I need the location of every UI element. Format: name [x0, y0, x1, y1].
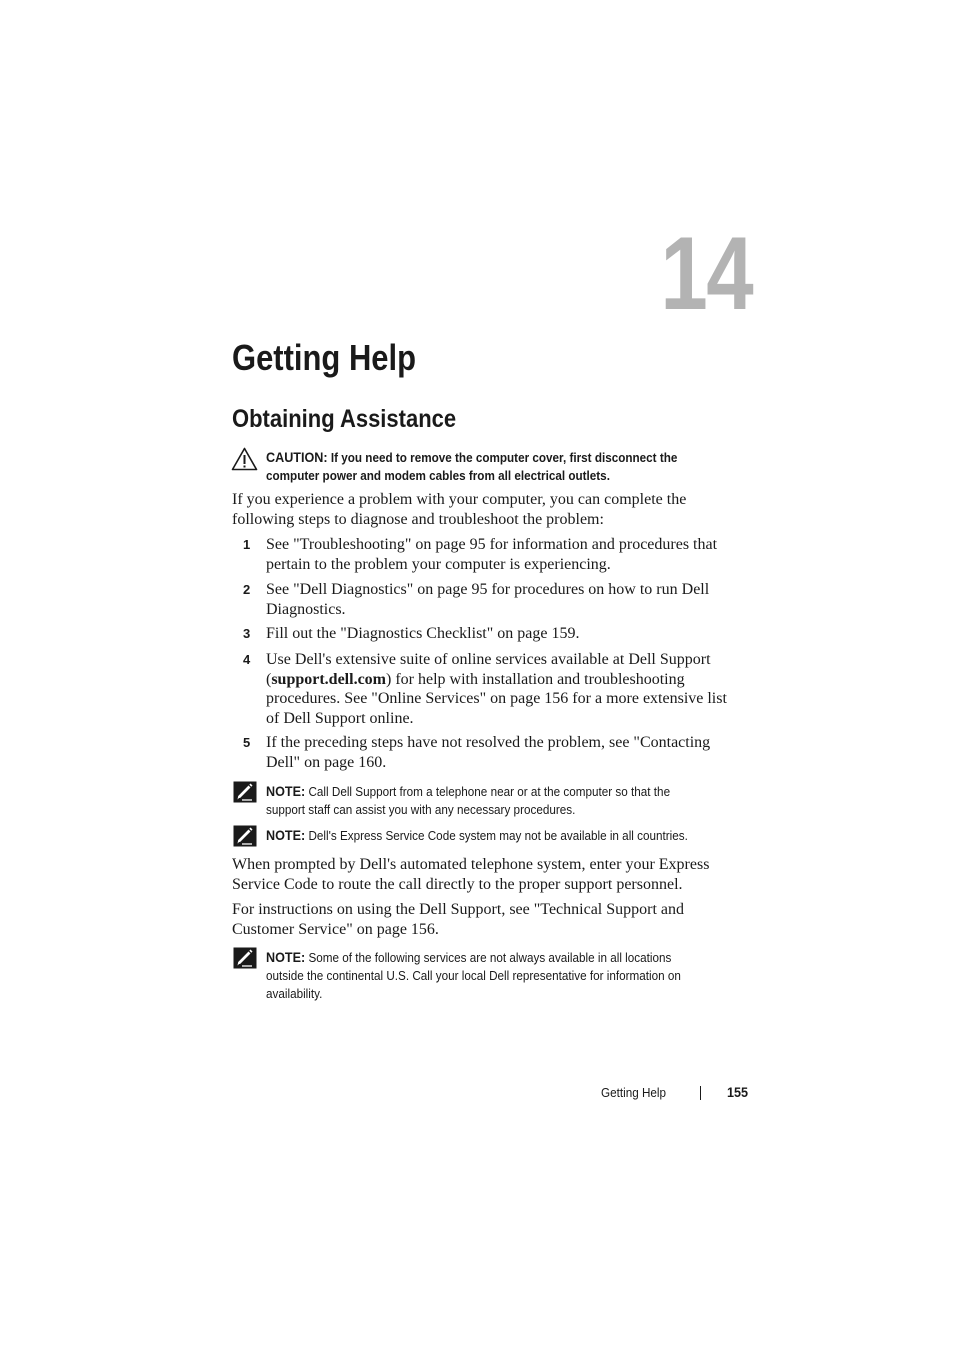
- caution-notice: [266, 448, 698, 485]
- body-paragraph: For instructions on using the Dell Support, see "Technical Support and Customer Service" on page 156.: [232, 901, 685, 938]
- pencil-note-icon: [233, 781, 257, 803]
- step-text: [266, 650, 744, 728]
- chapter-number: 14: [660, 216, 752, 332]
- note-label: NOTE:: [266, 827, 306, 843]
- support-link[interactable]: support.dell.com: [271, 670, 386, 688]
- footer-divider: [700, 1086, 701, 1100]
- chapter-title: Getting Help: [232, 337, 417, 378]
- pencil-note-icon: [233, 825, 257, 847]
- footer-chapter-label: Getting Help: [601, 1085, 667, 1100]
- step-text: See "Dell Diagnostics" on page 95 for procedures on how to run Dell Diagnostics.: [266, 581, 710, 618]
- section-title: Obtaining Assistance: [232, 405, 457, 433]
- note-notice: [266, 948, 698, 1003]
- step-text: Fill out the "Diagnostics Checklist" on page 159.: [266, 625, 580, 642]
- note-text: Dell's Express Service Code system may not be available in all countries.: [308, 828, 688, 843]
- step-number: 1: [243, 537, 251, 552]
- note-text: Some of the following services are not always available in all locations outside the continental U.S. Call your local Dell representative for information on availability.: [266, 950, 681, 1001]
- step-number: 5: [243, 735, 251, 750]
- step-text: If the preceding steps have not resolved the problem, see "Contacting Dell" on page 160.: [266, 734, 711, 771]
- warning-triangle-icon: [231, 447, 258, 471]
- intro-paragraph: If you experience a problem with your computer, you can complete the following steps to diagnose and troubleshoot the problem:: [232, 491, 687, 528]
- note-label: NOTE:: [266, 949, 306, 965]
- step-number: 4: [243, 652, 251, 667]
- caution-text: If you need to remove the computer cover, first disconnect the computer power and modem cables from all electrical outlets.: [266, 450, 678, 483]
- note-notice: [266, 782, 698, 819]
- caution-label: CAUTION:: [266, 449, 328, 465]
- body-paragraph: When prompted by Dell's automated telephone system, enter your Express Service Code to route the call directly to the proper support personnel.: [232, 856, 710, 893]
- page-number: 155: [727, 1084, 749, 1100]
- note-text: Call Dell Support from a telephone near or at the computer so that the support staff can assist you with any necessary procedures.: [266, 784, 671, 817]
- note-notice: [266, 826, 698, 845]
- step-number: 3: [243, 626, 251, 641]
- step-text-part: ) for help with installation and troubleshooting procedures. See "Online Services" on page 156 for a more extensive list of Dell Support online.: [266, 670, 727, 727]
- step-number: 2: [243, 582, 251, 597]
- pencil-note-icon: [233, 947, 257, 969]
- step-text-part: Use Dell's extensive suite of online services available at Dell Support (: [266, 651, 711, 688]
- step-text: See "Troubleshooting" on page 95 for information and procedures that pertain to the problem your computer is experiencing.: [266, 536, 718, 573]
- note-label: NOTE:: [266, 783, 306, 799]
